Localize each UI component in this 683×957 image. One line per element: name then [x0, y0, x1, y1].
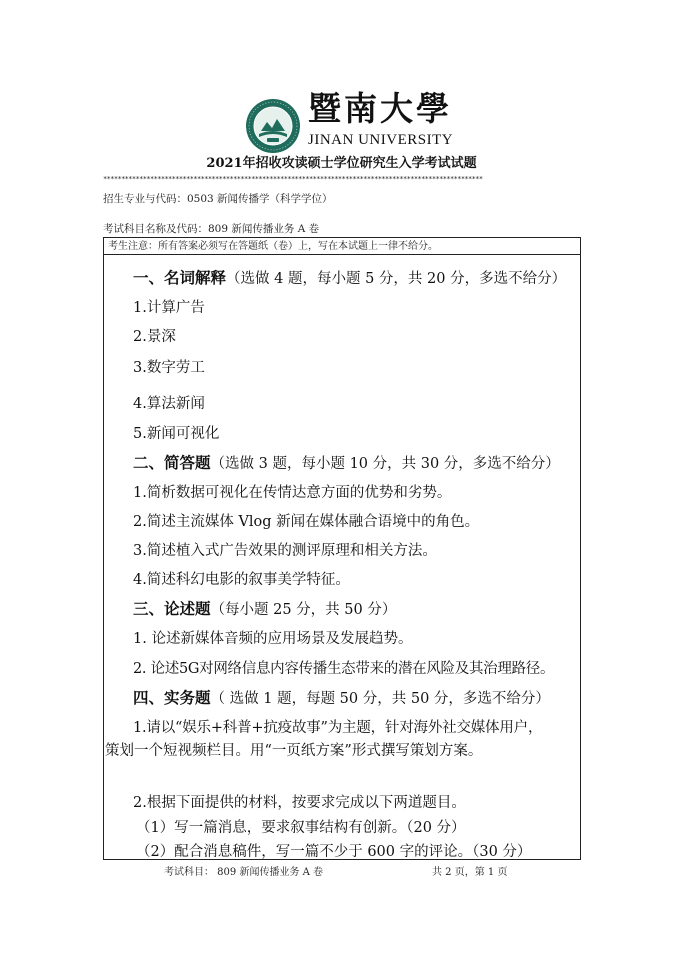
section-3-item: 1. 论述新媒体音频的应用场景及发展趋势。 [133, 631, 413, 647]
university-logo-english: JINAN UNIVERSITY [308, 132, 454, 148]
section-2-item: 2.简述主流媒体 Vlog 新闻在媒体融合语境中的角色。 [133, 514, 480, 530]
section-4-question-2-sub-2: （2）配合消息稿件，写一篇不少于 600 字的评论。（30 分） [136, 844, 532, 860]
exam-title: 2021年招收攻读硕士学位研究生入学考试试题 [206, 156, 477, 171]
university-logo-chinese: 暨南大學 [308, 89, 452, 128]
footer-page-number: 共 2 页，第 1 页 [432, 867, 508, 878]
section-1-item: 2.景深 [133, 329, 176, 345]
section-1-heading [133, 268, 566, 289]
candidate-notice: 考生注意：所有答案必须写在答题纸（卷）上，写在本试题上一律不给分。 [104, 239, 580, 255]
section-1-item: 1.计算广告 [133, 300, 205, 316]
section-3-note: （每小题 25 分，共 50 分） [210, 602, 397, 618]
section-4-title: 四、实务题 [133, 688, 211, 707]
section-2-heading [133, 453, 560, 474]
section-3-item: 2. 论述5G对网络信息内容传播生态带来的潜在风险及其治理路径。 [133, 661, 555, 677]
section-2-title: 二、简答题 [133, 453, 211, 472]
section-2-item: 4.简述科幻电影的叙事美学特征。 [133, 572, 350, 588]
major-and-code: 招生专业与代码：0503 新闻传播学（科学学位） [103, 193, 333, 205]
section-1-note: （选做 4 题，每小题 5 分，共 20 分，多选不给分） [226, 271, 567, 287]
section-4-note: （ 选做 1 题，每题 50 分，共 50 分，多选不给分） [210, 691, 550, 707]
university-emblem-icon [245, 98, 301, 154]
subject-name-and-code: 考试科目名称及代码：809 新闻传播业务 A 卷 [103, 223, 320, 235]
section-1-item: 5.新闻可视化 [133, 426, 220, 442]
section-4-question-2-sub-1: （1）写一篇消息，要求叙事结构有创新。（20 分） [136, 820, 466, 836]
section-4-question-2-line-1: 2.根据下面提供的材料，按要求完成以下两道题目。 [133, 795, 466, 811]
section-4-question-1-line-2: 策划一个短视频栏目。用“一页纸方案”形式撰写策划方案。 [105, 743, 483, 759]
section-4-question-1-line-1: 1.请以“娱乐+科普+抗疫故事”为主题，针对海外社交媒体用户， [133, 720, 543, 736]
section-1-item: 4.算法新闻 [133, 396, 205, 412]
section-3-title: 三、论述题 [133, 599, 211, 618]
section-2-item: 3.简述植入式广告效果的测评原理和相关方法。 [133, 543, 437, 559]
section-3-heading [133, 599, 396, 620]
footer-subject: 考试科目： 809 新闻传播业务 A 卷 [164, 867, 324, 878]
section-1-item: 3.数字劳工 [133, 360, 205, 376]
section-1-title: 一、名词解释 [133, 268, 227, 287]
star-divider: ********************************************************************************************************* [103, 176, 483, 182]
section-2-item: 1.简析数据可视化在传情达意方面的优势和劣势。 [133, 485, 452, 501]
section-4-heading [133, 688, 550, 709]
section-2-note: （选做 3 题，每小题 10 分，共 30 分，多选不给分） [210, 456, 560, 472]
